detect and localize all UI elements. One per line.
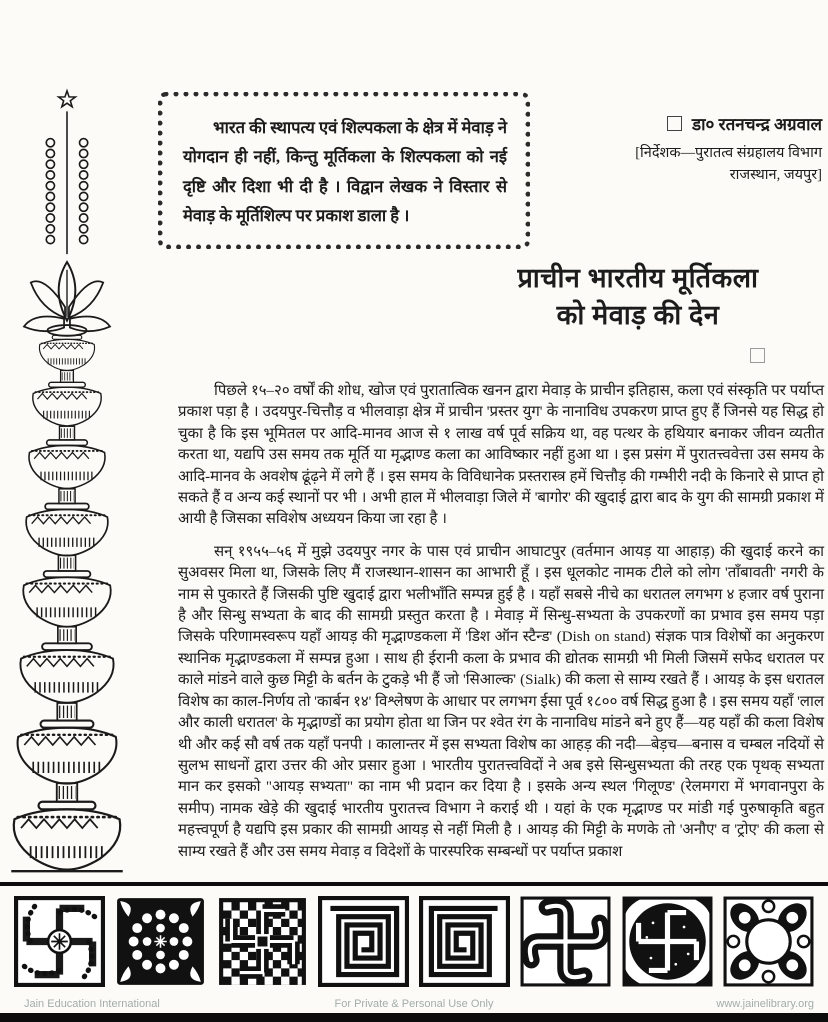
- bead-chain-left: [46, 139, 54, 244]
- band-bottom-rule: [0, 1013, 828, 1022]
- checkbox-square-icon: [750, 348, 765, 363]
- author-designation-line2: राजस्थान, जयपुर]: [729, 167, 822, 184]
- author-designation-line1: [निर्देशक—पुरातत्व संग्रहालय विभाग: [635, 145, 822, 161]
- article-paragraph-2: सन् १९५५–५६ में मुझे उदयपुर नगर के पास एवं प्राचीन आघाटपुर (वर्तमान आयड़ या आहाड़) की खुदाई करने का सुअवसर मिला था, जिसके लिए मैं राजस्थान-शासन का आभारी हूँ । इस धूलकोट नामक टीले को लोग 'ताँबावती' नगरी के नाम से पुकारते हैं जिसकी पुष्टि खुदाई द्वारा भलीभाँति सम्पन्न हुई है । यहाँ सबसे नीचे का धरातल लगभग ४ हजार वर्ष पुराना है और सिन्धु सभ्यता के बाद की सामग्री प्रस्तुत करता है । मेवाड़ में सिन्धु-सभ्यता के उपकरणों का प्रभाव इस समय पड़ा जिसके परिणामस्वरूप यहाँ आयड़ की मृद्भाण्डकला में 'डिश ऑन स्टैन्ड' (Dish on stand) संज्ञक पात्र विशेषों का अनुकरण स्थानिक मृद्भाण्डकला में सम्पन्न हुआ । साथ ही ईरानी कला के प्रभाव की द्योतक सामग्री भी मिली जिसमें सफेद धरातल पर काले मांडने वाले कुछ मिट्टी के बर्तन के टुकड़े भी हैं जो 'सिआल्क' (Sialk) की कला से साम्य रखते हैं । आयड़ के इस धरातल विशेष का काल-निर्णय तो 'कार्बन १४' विश्लेषण के आधार पर लगभग ईसा पूर्व १८०० वर्ष सिद्ध हुआ है । इस समय यहाँ 'लाल और काली धरातल' के मृद्भाण्डों का प्रयोग होता था जिन पर श्वेत रंग के नानाविध मांडने बने हुए हैं—यह यहाँ की कला विशेष थी और कई सौ वर्ष तक यहाँ पनपी । कालान्तर में इस सभ्यता विशेष का आहड़ की नदी—बेड़च—बनास व चम्बल नदियों से सुलभ साधनों द्वारा उत्तर की ओर प्रसार हुआ । भारतीय पुरातत्त्वविदों ने अब इसे सिन्धुसभ्यता की तरह एक पृथक् सभ्यता मान कर इसको "आयड़ सभ्यता" का नाम भी प्रदान कर दिया है । इसके अन्य स्थल 'गिलूण्ड' (रेलमगरा में भगवानपुरा के समीप) नामक खेड़े की खुदाई भारतीय पुरातत्त्व विभाग ने कराई थी । यहां के एक मृद्भाण्ड पर मांडी गई पुरुषाकृति बहुत महत्त्वपूर्ण है यद्यपि इस प्रकार की सामग्री आयड़ से नहीं मिली है । आयड़ की मिट्टी के मणके तो 'अनौए' व 'ट्रोए' की कला से साम्य रखते हैं और उस समय मेवाड़ व विदेशों के पारस्परिक सम्बन्धों पर पर्याप्त प्रकाश: [178, 543, 824, 860]
- article-title-line1: प्राचीन भारतीय मूर्तिकला: [517, 263, 759, 293]
- author-block: [548, 112, 822, 187]
- article-title-line2: को मेवाड़ की देन: [556, 300, 720, 331]
- ornament-tiles-row: [14, 896, 814, 987]
- ornament-labyrinth-swastika: [318, 896, 409, 987]
- kalash-leaf-crown: [24, 262, 110, 336]
- checkbox-square-icon: [667, 116, 682, 131]
- ornament-beaded-circle-swastika: [115, 896, 206, 987]
- ornament-speckled-disc-swastika: [622, 896, 713, 987]
- kalash-pillar-svg: [1, 86, 133, 878]
- band-top-rule: [0, 882, 828, 886]
- ornament-greek-key-maze: [419, 896, 510, 987]
- watermark-right: www.jainelibrary.org: [716, 998, 814, 1010]
- kalash-pillar-illustration: [1, 86, 133, 878]
- author-name: डा० रतनचन्द्र अग्रवाल: [692, 115, 822, 134]
- ornament-floral-rosette: [723, 896, 814, 987]
- article-title-block: [458, 260, 818, 335]
- watermark-center: For Private & Personal Use Only: [334, 998, 494, 1010]
- ornament-leaf-swastika: [14, 896, 105, 987]
- bead-chain-right: [80, 139, 88, 244]
- article-body: [178, 381, 824, 874]
- intro-quote-text: भारत की स्थापत्य एवं शिल्पकला के क्षेत्र में मेवाड़ ने योगदान ही नहीं, किन्तु मूर्तिकला के शिल्पकला को नई दृष्टि और दिशा भी दी है । विद्वान लेखक ने विस्तार से मेवाड़ के मूर्तिशिल्प पर प्रकाश डाला है ।: [183, 118, 507, 226]
- intro-quote-box: [158, 92, 530, 249]
- ornament-checkerboard-swastika: [217, 896, 308, 987]
- article-title: [458, 260, 818, 335]
- watermark-left: Jain Education International: [24, 998, 160, 1010]
- ornament-band: [0, 882, 828, 1022]
- article-paragraph-1: पिछले १५–२० वर्षों की शोध, खोज एवं पुरातात्विक खनन द्वारा मेवाड़ के प्राचीन इतिहास, कला एवं संस्कृति पर पर्याप्त प्रकाश पड़ा है । उदयपुर-चित्तौड़ व भीलवाड़ा क्षेत्र में प्राचीन 'प्रस्तर युग' के नानाविध उपकरण प्राप्त हुए हैं जिनसे यह सिद्ध हो चुका है कि इस भूमितल पर आदि-मानव आज से १ लाख वर्ष पूर्व सक्रिय था, वह पत्थर के हथियार बनाकर जीवन व्यतीत करता था, यद्यपि उस समय तक मूर्ति या मृद्भाण्ड कला का आविष्कार नहीं हुआ था । इस प्रसंग में पुरातत्त्ववेत्ता उस समय के आदि-मानव के अवशेष ढूंढ़ने में लगे हैं । इस समय के विविधानेक प्रस्तरास्त्र हमें चित्तौड़ की गम्भीरी नदी के किनारे से प्राप्त हो सकते हैं व अन्य कई स्थानों पर भी । अभी हाल में भीलवाड़ा जिले में 'बागोर' की खुदाई द्वारा बाद के युग की सामग्री प्रकाश में आयी है जिसका सविशेष अध्ययन किया जा रहा है ।: [178, 383, 824, 528]
- ornament-bold-curved-swastika: [520, 896, 611, 987]
- star-outline-icon: [59, 91, 76, 107]
